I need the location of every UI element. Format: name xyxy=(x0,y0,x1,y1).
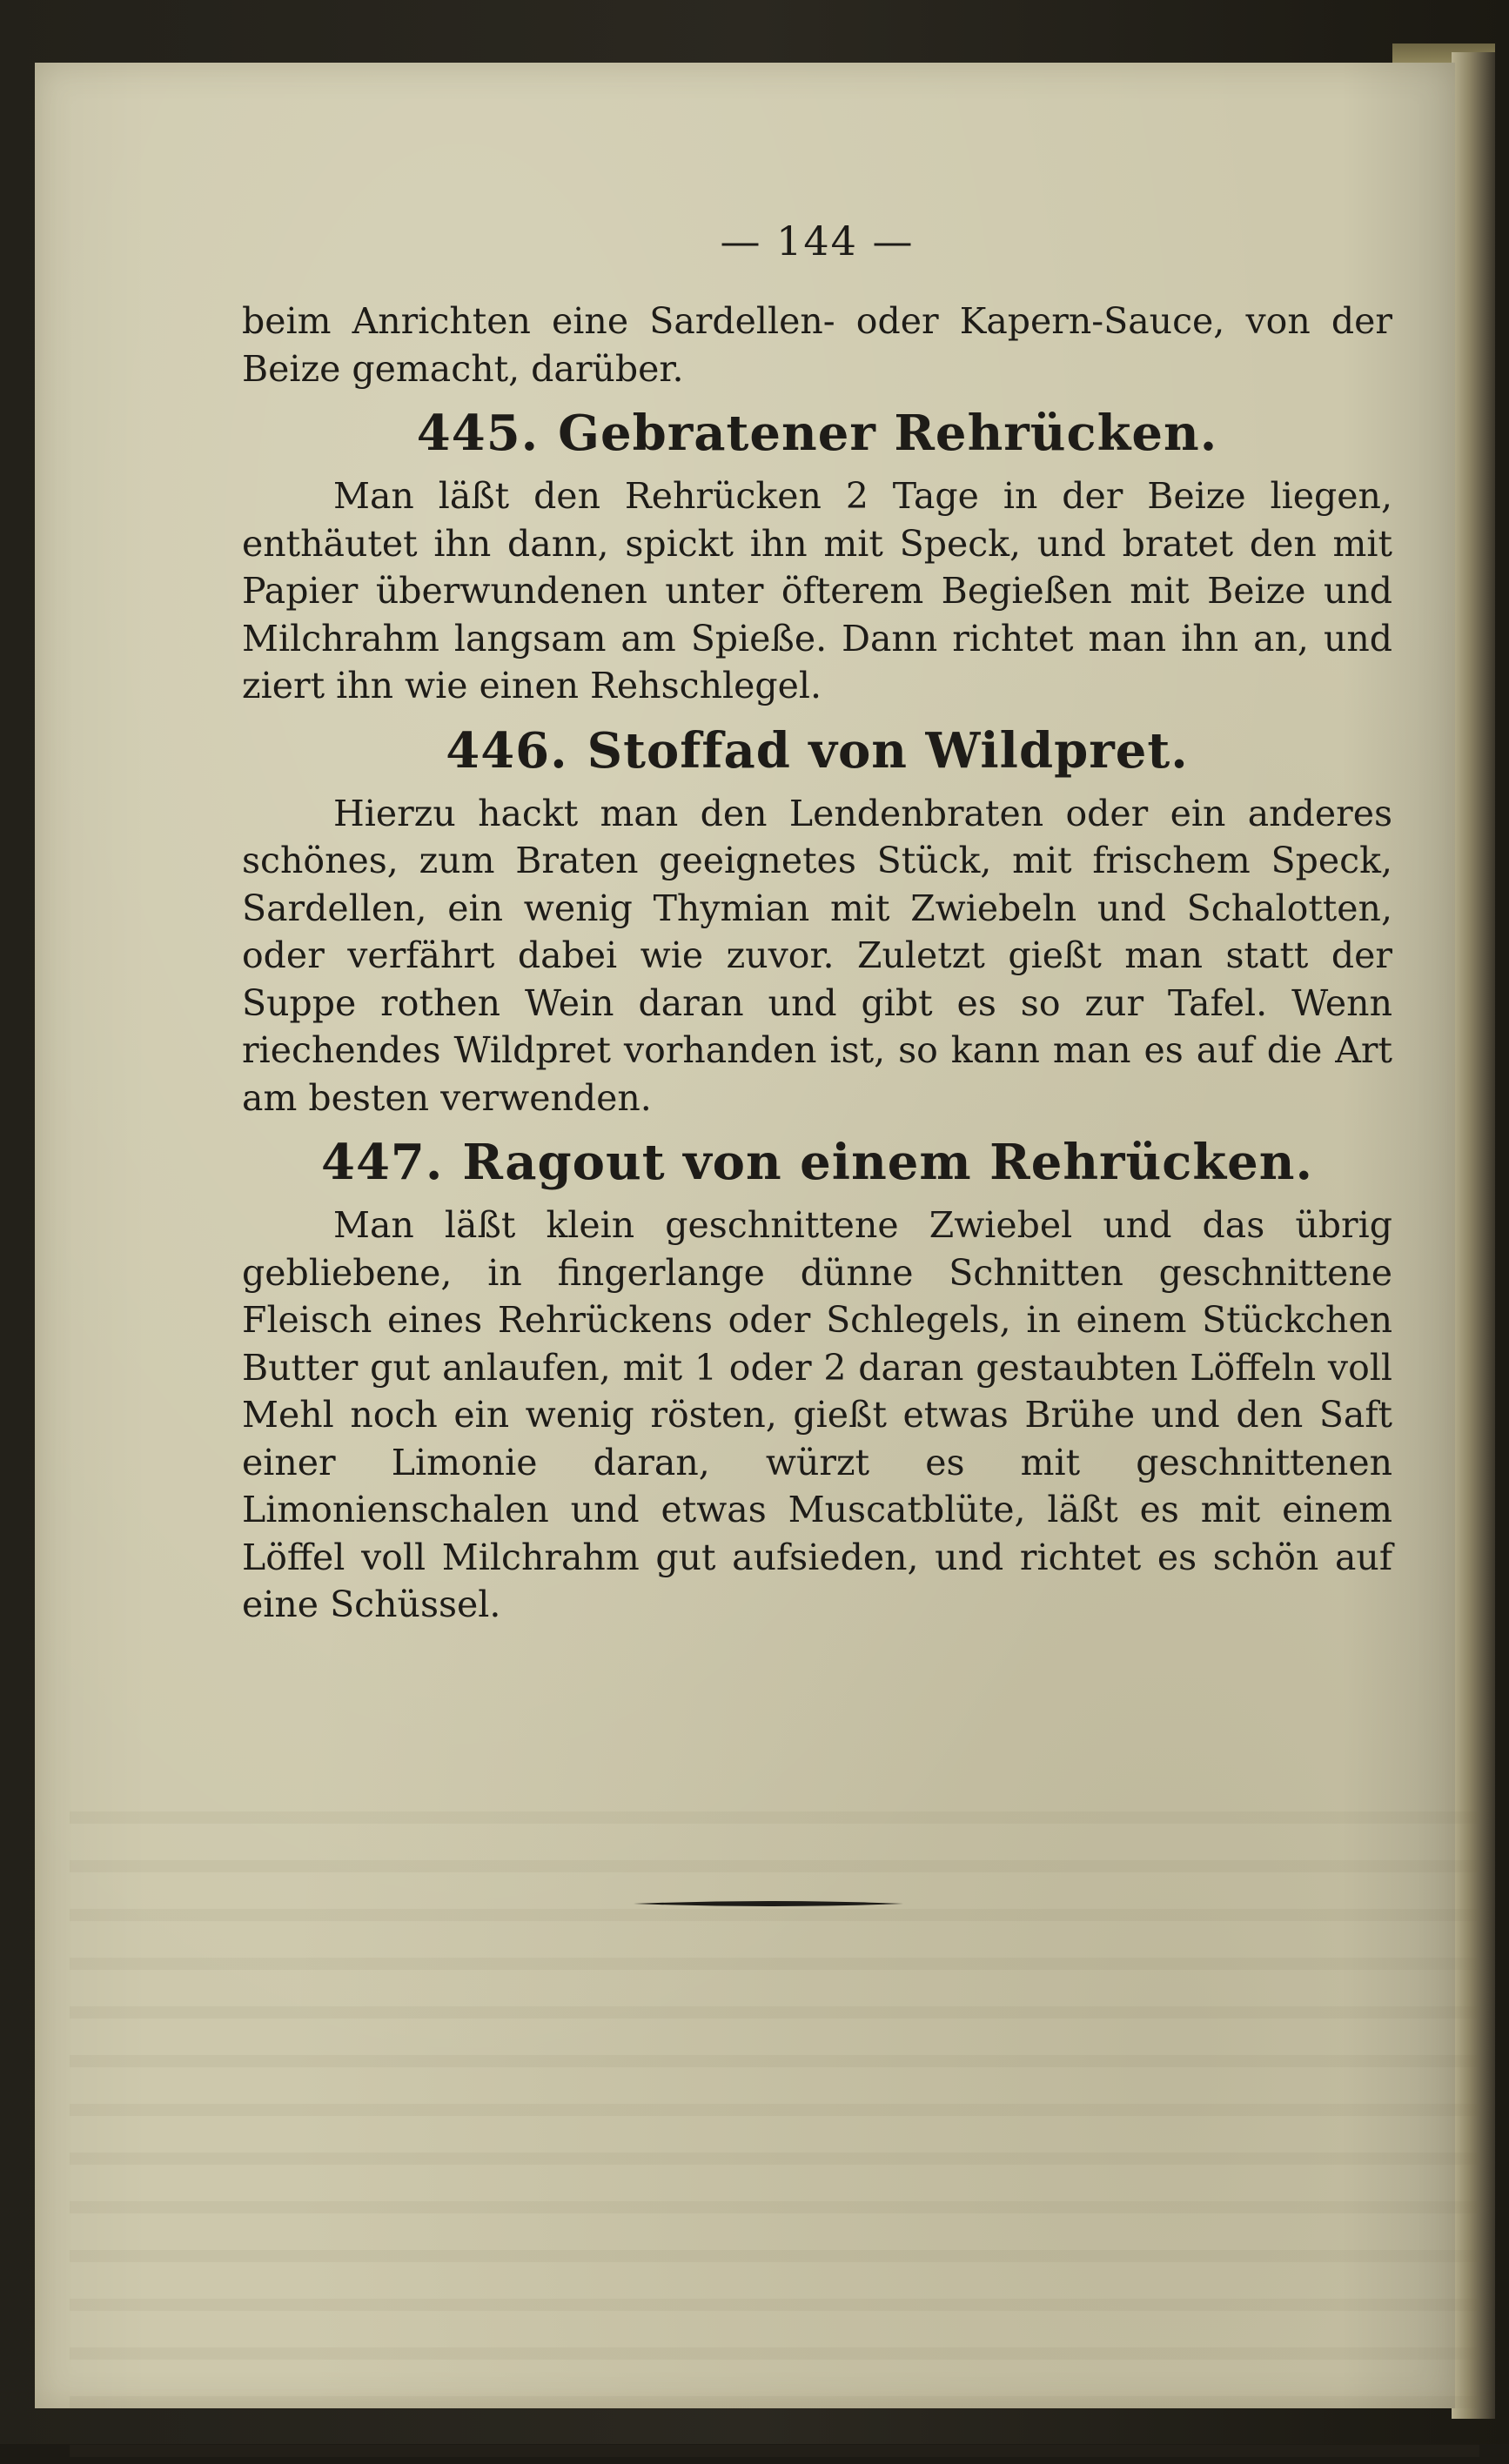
recipe-447 xyxy=(242,1132,1392,1629)
recipe-text: Man läßt den Rehrücken 2 Tage in der Beize liegen, enthäutet ihn dann, spickt ihn mit Speck, und bratet den mit Papier überwundenen unter öfterem Begießen mit Beize und Milchrahm langsam am Spieße. Dann richtet man ihn an, und ziert ihn wie einen Rehschlegel. xyxy=(242,475,1392,706)
page-number: — 144 — xyxy=(720,218,915,264)
recipe-446 xyxy=(242,720,1392,1122)
show-through-text xyxy=(70,1785,1479,2464)
recipe-heading xyxy=(242,1132,1392,1193)
page-content xyxy=(242,218,1392,1629)
end-rule xyxy=(634,1897,903,1911)
recipe-title: Ragout von einem Rehrücken. xyxy=(462,1134,1314,1191)
recipe-number: 447. xyxy=(320,1134,444,1191)
recipe-445 xyxy=(242,403,1392,710)
recipe-title: Gebratener Rehrücken. xyxy=(558,405,1218,462)
recipe-text: Man läßt klein geschnittene Zwiebel und das übrig gebliebene, in fingerlange dünne Schnitten geschnittene Fleisch eines Rehrückens oder Schlegels, in einem Stückchen Butter gut anlaufen, mit 1 oder 2 daran gestaubten Löffeln voll Mehl noch ein wenig rösten, gießt etwas Brühe und den Saft einer Limonie daran, würzt es mit geschnittenen Limonienschalen und etwas Muscatblüte, läßt es mit einem Löffel voll Milchrahm gut aufsieden, und richtet es schön auf eine Schüssel. xyxy=(242,1204,1392,1625)
recipe-text: Hierzu hackt man den Lendenbraten oder ein anderes schönes, zum Braten geeignetes Stück, mit frischem Speck, Sardellen, ein wenig Thymian mit Zwiebeln und Schalotten, oder verfährt dabei wie zuvor. Zuletzt gießt man statt der Suppe rothen Wein daran und gibt es so zur Tafel. Wenn riechendes Wildpret vorhanden ist, so kann man es auf die Art am besten verwenden. xyxy=(242,792,1392,1119)
recipe-number: 446. xyxy=(446,721,568,780)
intro-paragraph: beim Anrichten eine Sardellen- oder Kapern-Sauce, von der Beize gemacht, darüber. xyxy=(242,300,1392,390)
recipe-number: 445. xyxy=(416,405,540,462)
recipe-heading xyxy=(242,720,1392,781)
recipe-heading xyxy=(242,403,1392,464)
recipe-title: Stoffad von Wildpret. xyxy=(587,721,1189,780)
